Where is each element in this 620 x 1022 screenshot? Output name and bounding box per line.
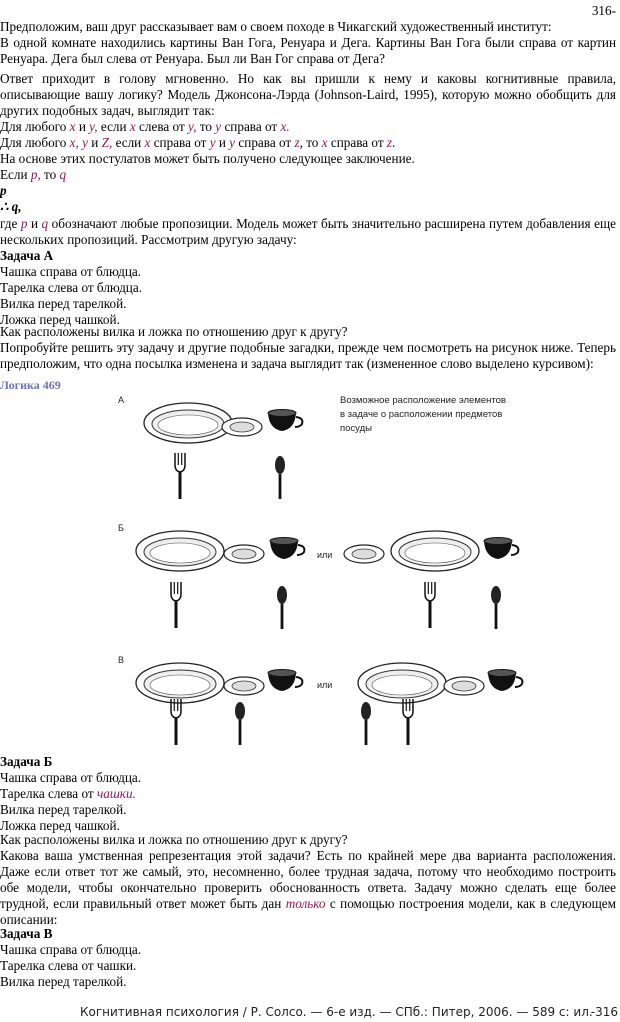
task-c-line: Тарелка слева от чашки. <box>0 958 137 973</box>
plate-icon <box>144 403 232 443</box>
cup-icon <box>488 670 522 692</box>
saucer-icon <box>344 545 384 563</box>
saucer-icon <box>224 545 264 563</box>
task-b-title: Задача Б <box>0 754 53 769</box>
intro-line-3: Ренуара. Дега был слева от Ренуара. Был ли Ван Гог справа от Дега? <box>0 51 385 66</box>
spoon-icon <box>277 586 287 629</box>
plate-icon <box>358 663 446 703</box>
fork-icon <box>425 582 435 628</box>
explain-line-1: где р и q обозначают любые пропозиции. Модель может быть значительно расширена путем добавления еще <box>0 216 616 231</box>
fork-icon <box>171 582 181 628</box>
rule-1: Для любого x и y, если x слева от у, то y справа от х. <box>0 119 290 134</box>
intro-line-5: описывающие вашу логику? Модель Джонсона-Лэрда (Johnson-Laird, 1995), которую можно обобщить для <box>0 87 616 102</box>
figure-caption-line-1: Возможное расположение элементов <box>340 395 506 406</box>
cup-icon <box>484 538 518 560</box>
fork-icon <box>175 453 185 499</box>
plate-icon <box>136 663 224 703</box>
row-label-a: А <box>118 395 125 405</box>
task-a-line: Чашка справа от блюдца. <box>0 264 142 279</box>
logic-label: Логика 469 <box>0 378 61 392</box>
task-b-line: Вилка перед тарелкой. <box>0 802 127 817</box>
task-b-para-3: обе модели, чтобы окончательно проверить обоснованность ответа. Задачу можно сделать еще более <box>0 880 616 895</box>
task-b-para-1: Какова ваша умственная репрезентация этой задачи? Есть по крайней мере два варианта расположения. <box>0 848 616 863</box>
task-b-question: Как расположены вилка и ложка по отношению друг к другу? <box>0 832 348 847</box>
fork-icon <box>403 699 413 745</box>
intro-line-4: Ответ приходит в голову мгновенно. Но как вы пришли к нему и каковы когнитивные правила, <box>0 71 616 86</box>
p-line: p <box>0 183 7 198</box>
intro-line-1: Предположим, ваш друг рассказывает вам о своем походе в Чикагский художественный институт: <box>0 19 552 34</box>
conclusion-line: На основе этих постулатов может быть получено следующее заключение. <box>0 151 415 166</box>
saucer-icon <box>444 677 484 695</box>
therefore-line: ∴ q, <box>0 199 22 214</box>
footer-page-number: -316 <box>590 1005 618 1019</box>
saucer-icon <box>224 677 264 695</box>
task-b-line: Тарелка слева от чашки. <box>0 786 136 801</box>
task-a-question: Как расположены вилка и ложка по отношению друг к другу? <box>0 324 348 339</box>
fork-icon <box>171 699 181 745</box>
task-b-para-5: описании: <box>0 912 58 927</box>
plate-icon <box>391 531 479 571</box>
figure-caption-line-3: посуды <box>340 423 372 434</box>
or-label: или <box>317 680 333 690</box>
rule-2: Для любого х, у и Z, если х справа от у и у справа от z, то х справа от z. <box>0 135 396 150</box>
spoon-icon <box>235 702 245 745</box>
cup-icon <box>270 538 304 560</box>
tableware-figure <box>112 383 532 747</box>
plate-icon <box>136 531 224 571</box>
task-b-para-4: трудной, если правильный ответ может быть дан только с помощью построения модели, как в следующем <box>0 896 616 911</box>
page-number-top: 316- <box>591 3 616 18</box>
explain-line-2: нескольких пропозиций. Рассмотрим другую задачу: <box>0 232 297 247</box>
task-b-line: Чашка справа от блюдца. <box>0 770 142 785</box>
cup-icon <box>268 410 302 432</box>
figure-caption-line-2: в задаче о расположении предметов <box>340 409 503 420</box>
task-a-line: Вилка перед тарелкой. <box>0 296 127 311</box>
saucer-icon <box>222 418 262 436</box>
task-a-title: Задача А <box>0 248 54 263</box>
task-a-after-2: предположим, что одна посылка изменена и задача выглядит так (измененное слово выделено курсивом): <box>0 356 594 371</box>
row-label-c: В <box>118 655 125 665</box>
footer-citation: Когнитивная психология / Р. Солсо. — 6-е изд. — СПб.: Питер, 2006. — 589 с: ил. <box>80 1005 593 1019</box>
spoon-icon <box>275 456 285 499</box>
cup-icon <box>268 670 302 692</box>
row-label-b: Б <box>118 523 124 533</box>
task-c-line: Вилка перед тарелкой. <box>0 974 127 989</box>
task-b-para-2: Даже если ответ тот же самый, это, несомненно, более трудная задача, потому что необходимо построить <box>0 864 616 879</box>
task-c-title: Задача В <box>0 926 53 941</box>
task-a-after-1: Попробуйте решить эту задачу и другие подобные загадки, прежде чем посмотреть на рисунок ниже. Теперь <box>0 340 616 355</box>
spoon-icon <box>361 702 371 745</box>
if-p-then-q: Если p, то q <box>0 167 67 182</box>
spoon-icon <box>491 586 501 629</box>
task-a-line: Тарелка слева от блюдца. <box>0 280 142 295</box>
task-c-line: Чашка справа от блюдца. <box>0 942 142 957</box>
task-a-line: Ложка перед чашкой. <box>0 312 120 327</box>
intro-line-2: В одной комнате находились картины Ван Гога, Ренуара и Дега. Картины Ван Гога были справа от картин <box>0 35 616 50</box>
task-b-line: Ложка перед чашкой. <box>0 818 120 833</box>
intro-line-6: других подобных задач, выглядит так: <box>0 103 215 118</box>
or-label: или <box>317 550 333 560</box>
